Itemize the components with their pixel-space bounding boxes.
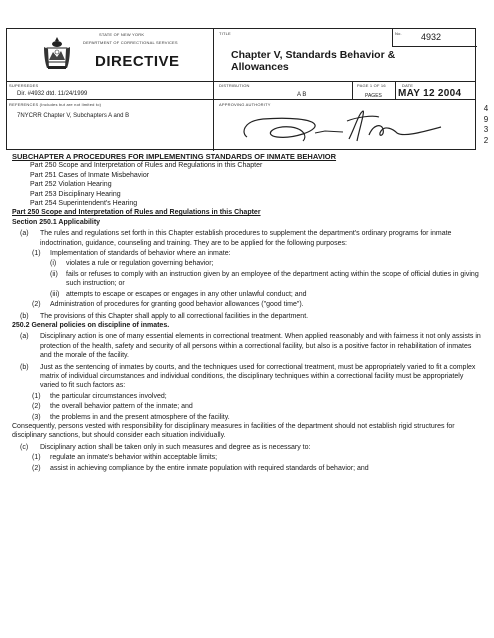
pages-label: PAGES	[365, 93, 382, 99]
paragraph-text: The provisions of this Chapter shall apply to all correctional facilities in the department.	[40, 312, 309, 320]
directive-header	[6, 28, 476, 150]
toc-item: Part 252 Violation Hearing	[30, 181, 112, 189]
paragraph	[20, 229, 482, 248]
item-text: regulate an inmate's behavior within acceptable limits;	[50, 454, 218, 462]
distribution-value: A B	[297, 92, 307, 98]
paragraph	[20, 443, 482, 452]
margin-digit: 2	[483, 135, 489, 145]
item-text: the overall behavior pattern of the inmate; and	[50, 403, 193, 411]
paragraph-label: (a)	[20, 230, 29, 238]
paragraph-text: Just as the sentencing of inmates by courts, and the techniques used for correctional treatment, must be appropriately varied to fit a complex matrix of individual circumstances and individual conditions, the disciplinary techniques within a correctional facility must be appropriately varied to fit such factors as:	[40, 363, 476, 390]
list-item	[32, 249, 482, 258]
item-text: the problems in and the present atmosphere of the facility.	[50, 413, 230, 421]
list-item	[50, 270, 482, 289]
list-item	[32, 413, 482, 422]
paragraph-text: Disciplinary action is one of many essential elements in correctional treatment. When applied reasonably and with fairness it not only assists in protection of the health, safety and security of all persons within a correctional facility, but also is a positive factor in rehabilitation of inmates and the morale of the facility.	[40, 333, 481, 360]
toc-item: Part 253 Disciplinary Hearing	[30, 190, 121, 198]
item-label: (1)	[32, 454, 41, 462]
toc-item: Part 251 Cases of Inmate Misbehavior	[30, 171, 150, 179]
agency-state: STATE OF NEW YORK	[99, 32, 145, 37]
page-label: PAGE 1 OF 16	[357, 83, 386, 88]
item-label: (i)	[50, 260, 57, 268]
item-text: the particular circumstances involved;	[50, 392, 167, 400]
paragraph	[20, 332, 482, 360]
item-label: (2)	[32, 301, 41, 309]
paragraph-text: Disciplinary action shall be taken only in such measures and degree as is necessary to:	[40, 443, 311, 451]
item-text: fails or refuses to comply with an instruction given by an employee of the department acting within the scope of official duties in giving such instruction; or	[66, 270, 479, 288]
toc-item: Part 250 Scope and Interpretation of Rules and Regulations in this Chapter	[30, 162, 263, 170]
directive-title: Chapter V, Standards Behavior & Allowances	[231, 49, 396, 73]
section-heading: 250.2 General policies on discipline of inmates.	[12, 321, 170, 329]
item-label: (iii)	[50, 290, 60, 298]
item-label: (ii)	[50, 270, 58, 278]
margin-digit: 4	[483, 104, 489, 113]
part-title: Part 250 Scope and Interpretation of Rules and Regulations in this Chapter	[12, 209, 261, 217]
references-label: REFERENCES (Includes but are not limited to)	[9, 102, 102, 107]
paragraph	[20, 363, 482, 391]
date-stamp: MAY 12 2004	[398, 88, 462, 99]
approving-authority-label: APPROVING AUTHORITY	[219, 102, 271, 107]
item-label: (1)	[32, 392, 41, 400]
paragraph-label: (b)	[20, 312, 29, 320]
list-item	[50, 290, 482, 299]
list-item	[32, 453, 482, 462]
agency-department: DEPARTMENT OF CORRECTIONAL SERVICES	[83, 40, 178, 45]
margin-digit: 9	[483, 114, 489, 124]
item-text: Administration of procedures for granting good behavior allowances ("good time").	[50, 301, 304, 309]
paragraph-label: (a)	[20, 333, 29, 341]
list-item	[32, 464, 482, 473]
item-label: (1)	[32, 250, 41, 258]
paragraph-text: The rules and regulations set forth in this Chapter establish procedures to supplement the department's ordinary programs for inmate indoctrination, guidance, counseling and training. They are to be applied for the following purposes:	[40, 230, 452, 247]
directive-number: 4932	[421, 32, 442, 42]
item-text: attempts to escape or escapes or engages in any other unlawful conduct; and	[66, 290, 307, 298]
date-label: DATE	[402, 83, 414, 88]
toc-item: Part 254 Superintendent's Hearing	[30, 200, 138, 208]
item-text: assist in achieving compliance by the entire inmate population with required standards of behavior; and	[50, 464, 369, 472]
directive-body	[12, 152, 482, 473]
paragraph-label: (b)	[20, 363, 29, 371]
list-item	[32, 300, 482, 309]
doc-type: DIRECTIVE	[95, 53, 180, 70]
references-value: 7NYCRR Chapter V, Subchapters A and B	[17, 113, 130, 119]
paragraph-label: (c)	[20, 443, 29, 451]
supersedes-label: SUPERSEDES	[9, 83, 39, 88]
item-label: (2)	[32, 464, 41, 472]
item-label: (2)	[32, 403, 41, 411]
number-box	[392, 29, 477, 47]
signature-icon	[233, 107, 449, 147]
paragraph	[20, 312, 482, 321]
subchapter-title: SUBCHAPTER A PROCEDURES FOR IMPLEMENTING STANDARDS OF INMATE BEHAVIOR	[12, 152, 337, 161]
title-label: TITLE	[219, 31, 231, 36]
item-label: (3)	[32, 413, 41, 421]
supersedes-value: Dir. #4932 dtd. 11/24/1999	[17, 91, 88, 97]
section-heading: Section 250.1 Applicability	[12, 218, 101, 226]
number-label: No.	[395, 31, 402, 36]
list-item	[50, 259, 482, 268]
item-text: violates a rule or regulation governing behavior;	[66, 260, 214, 268]
margin-digit: 3	[483, 125, 489, 134]
list-item	[32, 402, 482, 411]
distribution-label: DISTRIBUTION	[219, 83, 250, 88]
table-of-contents	[30, 161, 482, 208]
item-text: Implementation of standards of behavior where an inmate:	[50, 250, 231, 258]
continuation-text: Consequently, persons vested with responsibility for disciplinary measures in facilities of the department should not establish rigid structures for disciplinary sanctions, but should consider each situation individually.	[12, 422, 455, 440]
state-seal-icon	[43, 35, 71, 71]
margin-digits	[481, 104, 491, 146]
list-item	[32, 392, 482, 401]
